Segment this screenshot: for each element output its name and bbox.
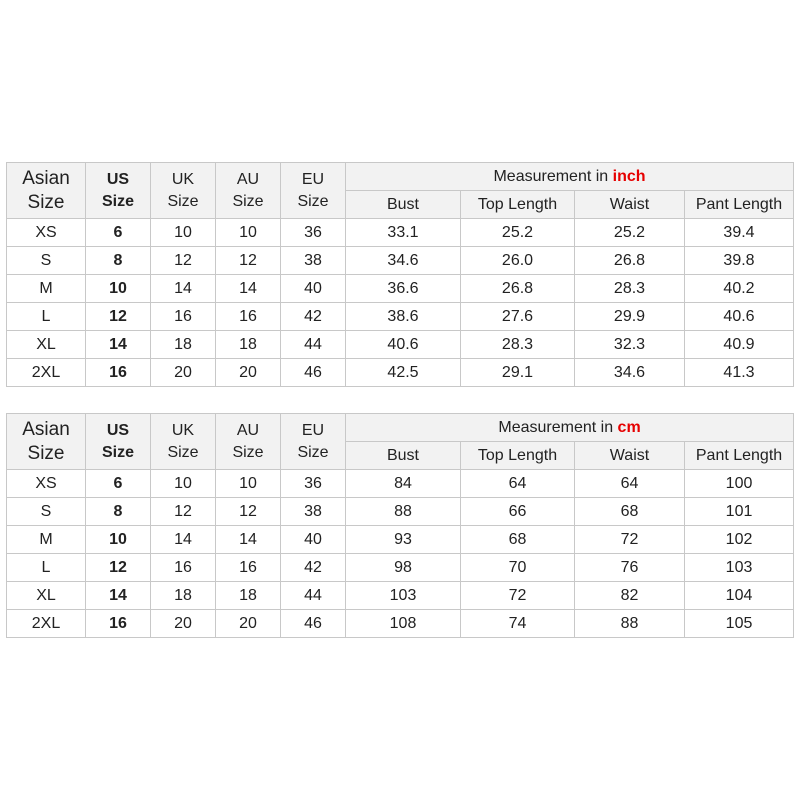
- cell-au-size: 18: [216, 331, 281, 359]
- measurement-title-inch: Measurement in inch: [346, 163, 794, 191]
- cell-uk-size: 14: [151, 275, 216, 303]
- cell-eu-size: 38: [281, 247, 346, 275]
- cell-au-size: 16: [216, 554, 281, 582]
- header-bust: Bust: [346, 191, 461, 219]
- cell-top-length: 25.2: [461, 219, 575, 247]
- header-asian-size: Asian Size: [7, 163, 86, 219]
- cell-uk-size: 16: [151, 554, 216, 582]
- header-uk-size: UK Size: [151, 163, 216, 219]
- cell-au-size: 14: [216, 526, 281, 554]
- cell-eu-size: 40: [281, 275, 346, 303]
- cell-au-size: 20: [216, 610, 281, 638]
- cell-asian-size: 2XL: [7, 359, 86, 387]
- cell-asian-size: XS: [7, 470, 86, 498]
- cell-asian-size: L: [7, 554, 86, 582]
- cell-us-size: 8: [86, 498, 151, 526]
- cell-waist: 64: [575, 470, 685, 498]
- cell-uk-size: 18: [151, 331, 216, 359]
- header-top-length: Top Length: [461, 442, 575, 470]
- cell-top-length: 26.0: [461, 247, 575, 275]
- cell-au-size: 10: [216, 470, 281, 498]
- table-row: [7, 526, 794, 554]
- table-row: [7, 610, 794, 638]
- cell-us-size: 14: [86, 582, 151, 610]
- size-chart-cm: [6, 413, 794, 638]
- cell-us-size: 10: [86, 275, 151, 303]
- cell-waist: 25.2: [575, 219, 685, 247]
- cell-bust: 108: [346, 610, 461, 638]
- cell-pant-length: 101: [685, 498, 794, 526]
- cell-us-size: 12: [86, 303, 151, 331]
- cell-eu-size: 44: [281, 331, 346, 359]
- cell-top-length: 68: [461, 526, 575, 554]
- cell-eu-size: 42: [281, 554, 346, 582]
- cell-waist: 28.3: [575, 275, 685, 303]
- cell-top-length: 70: [461, 554, 575, 582]
- cell-waist: 68: [575, 498, 685, 526]
- cell-eu-size: 40: [281, 526, 346, 554]
- table-row: [7, 219, 794, 247]
- table-row: [7, 303, 794, 331]
- header-eu-size: EU Size: [281, 163, 346, 219]
- cell-pant-length: 102: [685, 526, 794, 554]
- cell-us-size: 14: [86, 331, 151, 359]
- cell-eu-size: 36: [281, 470, 346, 498]
- cell-us-size: 16: [86, 359, 151, 387]
- cell-us-size: 6: [86, 219, 151, 247]
- header-uk-size: UK Size: [151, 414, 216, 470]
- cell-pant-length: 39.8: [685, 247, 794, 275]
- cell-uk-size: 16: [151, 303, 216, 331]
- cell-top-length: 74: [461, 610, 575, 638]
- cell-top-length: 27.6: [461, 303, 575, 331]
- cell-pant-length: 39.4: [685, 219, 794, 247]
- cell-waist: 76: [575, 554, 685, 582]
- cell-pant-length: 105: [685, 610, 794, 638]
- cell-pant-length: 40.9: [685, 331, 794, 359]
- cell-top-length: 26.8: [461, 275, 575, 303]
- cell-uk-size: 12: [151, 498, 216, 526]
- table-row: [7, 247, 794, 275]
- header-waist: Waist: [575, 191, 685, 219]
- cell-pant-length: 40.6: [685, 303, 794, 331]
- table-row: [7, 275, 794, 303]
- cell-uk-size: 14: [151, 526, 216, 554]
- table-row: [7, 582, 794, 610]
- cell-top-length: 66: [461, 498, 575, 526]
- cell-eu-size: 46: [281, 610, 346, 638]
- cell-bust: 103: [346, 582, 461, 610]
- cell-waist: 26.8: [575, 247, 685, 275]
- cell-waist: 32.3: [575, 331, 685, 359]
- cell-eu-size: 46: [281, 359, 346, 387]
- cell-bust: 88: [346, 498, 461, 526]
- cell-us-size: 12: [86, 554, 151, 582]
- cell-bust: 84: [346, 470, 461, 498]
- cell-top-length: 28.3: [461, 331, 575, 359]
- cell-au-size: 12: [216, 247, 281, 275]
- cell-us-size: 6: [86, 470, 151, 498]
- cell-top-length: 64: [461, 470, 575, 498]
- size-chart-inch: [6, 162, 794, 387]
- cell-uk-size: 20: [151, 610, 216, 638]
- cell-au-size: 10: [216, 219, 281, 247]
- header-us-size: US Size: [86, 414, 151, 470]
- table-row: [7, 359, 794, 387]
- cell-waist: 29.9: [575, 303, 685, 331]
- cell-bust: 42.5: [346, 359, 461, 387]
- header-pant-length: Pant Length: [685, 442, 794, 470]
- unit-label-inch: inch: [612, 167, 646, 185]
- header-top-length: Top Length: [461, 191, 575, 219]
- cell-asian-size: XL: [7, 331, 86, 359]
- header-au-size: AU Size: [216, 163, 281, 219]
- cell-uk-size: 12: [151, 247, 216, 275]
- cell-asian-size: XL: [7, 582, 86, 610]
- header-waist: Waist: [575, 442, 685, 470]
- cell-uk-size: 10: [151, 219, 216, 247]
- cell-au-size: 12: [216, 498, 281, 526]
- table-row: [7, 554, 794, 582]
- cell-bust: 38.6: [346, 303, 461, 331]
- cell-top-length: 29.1: [461, 359, 575, 387]
- cell-bust: 33.1: [346, 219, 461, 247]
- cell-asian-size: L: [7, 303, 86, 331]
- cell-eu-size: 44: [281, 582, 346, 610]
- cell-au-size: 14: [216, 275, 281, 303]
- cell-uk-size: 18: [151, 582, 216, 610]
- cell-waist: 88: [575, 610, 685, 638]
- cell-us-size: 10: [86, 526, 151, 554]
- cell-eu-size: 36: [281, 219, 346, 247]
- unit-label-cm: cm: [617, 418, 641, 436]
- cell-pant-length: 41.3: [685, 359, 794, 387]
- cell-uk-size: 20: [151, 359, 216, 387]
- cell-us-size: 8: [86, 247, 151, 275]
- cell-bust: 93: [346, 526, 461, 554]
- header-au-size: AU Size: [216, 414, 281, 470]
- cell-pant-length: 104: [685, 582, 794, 610]
- table-row: [7, 331, 794, 359]
- header-bust: Bust: [346, 442, 461, 470]
- cell-asian-size: XS: [7, 219, 86, 247]
- cell-waist: 72: [575, 526, 685, 554]
- cell-bust: 34.6: [346, 247, 461, 275]
- cell-waist: 34.6: [575, 359, 685, 387]
- cell-bust: 36.6: [346, 275, 461, 303]
- cell-uk-size: 10: [151, 470, 216, 498]
- table-row: [7, 498, 794, 526]
- cell-asian-size: M: [7, 275, 86, 303]
- header-pant-length: Pant Length: [685, 191, 794, 219]
- cell-asian-size: M: [7, 526, 86, 554]
- cell-top-length: 72: [461, 582, 575, 610]
- cell-pant-length: 103: [685, 554, 794, 582]
- cell-eu-size: 42: [281, 303, 346, 331]
- cell-bust: 40.6: [346, 331, 461, 359]
- cell-au-size: 20: [216, 359, 281, 387]
- header-us-size: US Size: [86, 163, 151, 219]
- cell-au-size: 16: [216, 303, 281, 331]
- header-eu-size: EU Size: [281, 414, 346, 470]
- cell-asian-size: 2XL: [7, 610, 86, 638]
- cell-asian-size: S: [7, 498, 86, 526]
- cell-asian-size: S: [7, 247, 86, 275]
- measurement-title-cm: Measurement in cm: [346, 414, 794, 442]
- cell-au-size: 18: [216, 582, 281, 610]
- header-asian-size: Asian Size: [7, 414, 86, 470]
- cell-pant-length: 40.2: [685, 275, 794, 303]
- cell-bust: 98: [346, 554, 461, 582]
- table-row: [7, 470, 794, 498]
- cell-us-size: 16: [86, 610, 151, 638]
- cell-pant-length: 100: [685, 470, 794, 498]
- cell-eu-size: 38: [281, 498, 346, 526]
- cell-waist: 82: [575, 582, 685, 610]
